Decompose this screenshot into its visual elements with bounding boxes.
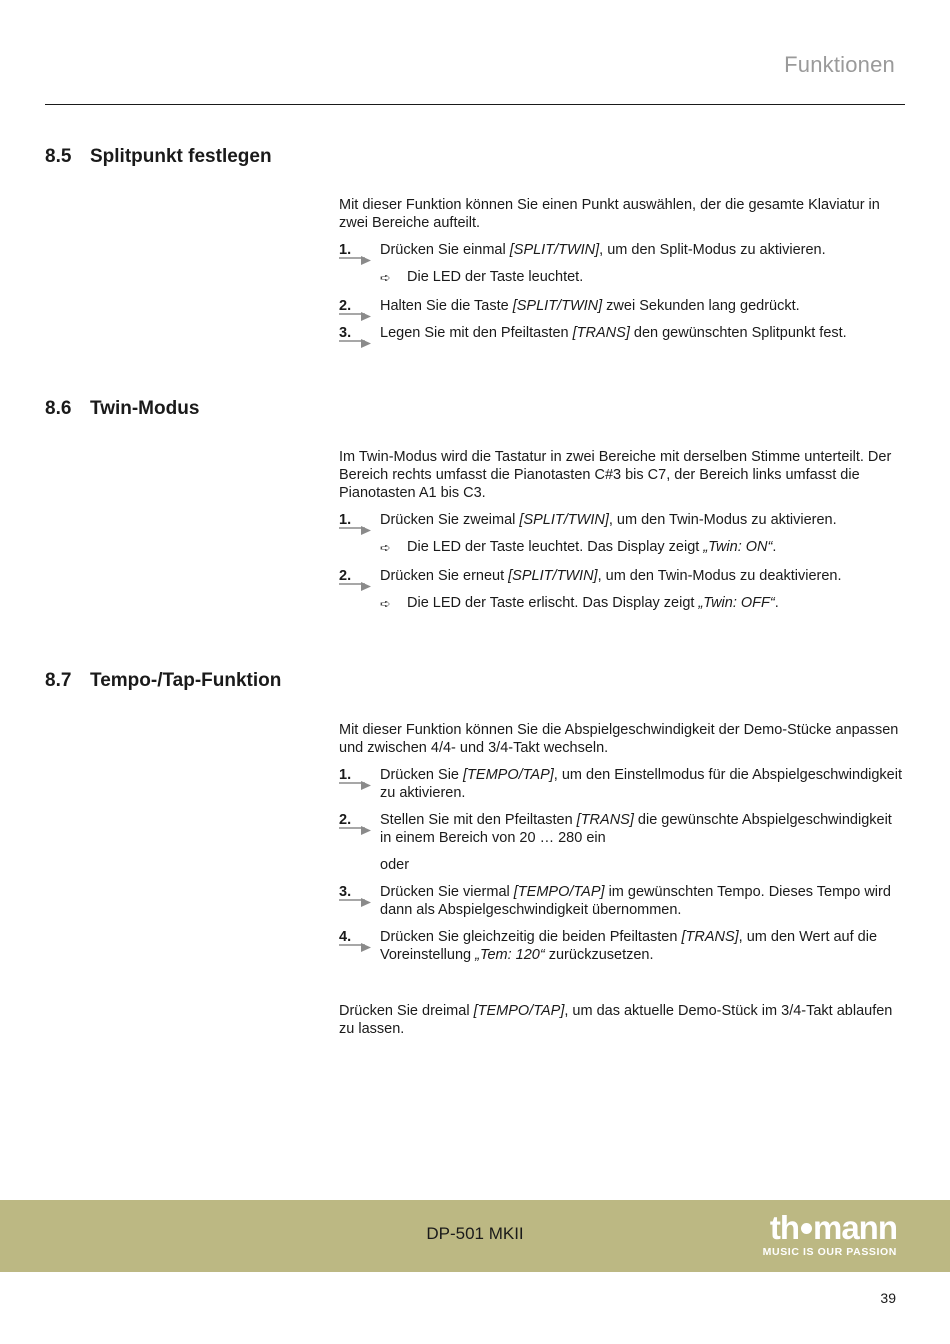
section-number: 8.5 [45, 146, 72, 167]
result-item: ➪ Die LED der Taste leuchtet. [380, 269, 584, 285]
section-heading [45, 398, 199, 420]
section-content [339, 448, 907, 612]
step-arrow-icon [339, 256, 371, 265]
step-number: 2. [339, 567, 373, 585]
or-text: oder [380, 857, 410, 873]
header-divider [45, 104, 905, 105]
intro-paragraph: Mit dieser Funktion können Sie die Abspielgeschwindigkeit der Demo-Stücke anpassen und zwischen 4/4- und 3/4-Takt wechseln. [339, 722, 899, 756]
step-item: 3. Drücken Sie viermal [TEMPO/TAP] im gewünschten Tempo. Dieses Tempo wird dann als Abspielgeschwindigkeit übernommen. [339, 884, 891, 918]
result-item: ➪ Die LED der Taste erlischt. Das Display zeigt „Twin: OFF“. [380, 595, 779, 611]
logo-wordmark: th mann [769, 1209, 897, 1246]
section-content [339, 196, 907, 342]
section-title: Splitpunkt festlegen [90, 146, 272, 167]
step-number: 1. [339, 241, 373, 259]
step-item: 2. Drücken Sie erneut [SPLIT/TWIN], um den Twin-Modus zu deaktivieren. [339, 567, 907, 585]
step-number: 2. [339, 297, 373, 315]
step-number: 4. [339, 928, 373, 946]
section-content [339, 721, 907, 1038]
step-item: 2. Stellen Sie mit den Pfeiltasten [TRANS] die gewünschte Abspielgeschwindigkeit in einem Bereich von 20 … 280 ein [339, 812, 892, 846]
section-number: 8.6 [45, 398, 72, 419]
step-number: 3. [339, 324, 373, 342]
step-number: 3. [339, 883, 373, 901]
step-item: 1. Drücken Sie einmal [SPLIT/TWIN], um den Split-Modus zu aktivieren. [339, 241, 907, 259]
footer-band [0, 1200, 950, 1272]
section-heading [45, 146, 272, 168]
step-arrow-icon [339, 312, 371, 321]
intro-paragraph: Mit dieser Funktion können Sie einen Punkt auswählen, der die gesamte Klaviatur in zwei Bereiche aufteilt. [339, 197, 880, 231]
step-arrow-icon [339, 339, 371, 348]
step-arrow-icon [339, 898, 371, 907]
step-item: 3. Legen Sie mit den Pfeiltasten [TRANS] den gewünschten Splitpunkt fest. [339, 324, 907, 342]
step-arrow-icon [339, 781, 371, 790]
page-number: 39 [880, 1290, 896, 1306]
section-number: 8.7 [45, 670, 72, 691]
result-arrow-icon: ➪ [380, 596, 391, 611]
header-title: Funktionen [784, 52, 895, 77]
step-item: 1. Drücken Sie zweimal [SPLIT/TWIN], um den Twin-Modus zu aktivieren. [339, 511, 907, 529]
step-item: 1. Drücken Sie [TEMPO/TAP], um den Einstellmodus für die Abspielgeschwindigkeit zu aktivieren. [339, 767, 902, 801]
product-model: DP-501 MKII [426, 1224, 524, 1243]
result-arrow-icon: ➪ [380, 540, 391, 555]
step-arrow-icon [339, 582, 371, 591]
result-item: ➪ Die LED der Taste leuchtet. Das Display zeigt „Twin: ON“. [380, 539, 777, 555]
step-item: 2. Halten Sie die Taste [SPLIT/TWIN] zwei Sekunden lang gedrückt. [339, 297, 907, 315]
closing-paragraph: Drücken Sie dreimal [TEMPO/TAP], um das aktuelle Demo-Stück im 3/4-Takt ablaufen zu lassen. [339, 1003, 893, 1037]
step-number: 1. [339, 766, 373, 784]
section-title: Tempo-/Tap-Funktion [90, 670, 282, 691]
logo-dot-icon [801, 1223, 812, 1234]
intro-paragraph: Im Twin-Modus wird die Tastatur in zwei Bereiche mit derselben Stimme unterteilt. Der Bereich rechts umfasst die Pianotasten C#3 bis C7, der Bereich links umfasst die Pianotasten A1 bis C3. [339, 449, 892, 501]
step-number: 2. [339, 811, 373, 829]
section-heading [45, 670, 281, 692]
section-title: Twin-Modus [90, 398, 200, 419]
logo-slogan: MUSIC IS OUR PASSION [762, 1246, 897, 1258]
thomann-logo [762, 1209, 897, 1258]
step-number: 1. [339, 511, 373, 529]
step-arrow-icon [339, 526, 371, 535]
step-item: 4. Drücken Sie gleichzeitig die beiden Pfeiltasten [TRANS], um den Wert auf die Voreinstellung „Tem: 120“ zurückzusetzen. [339, 929, 878, 963]
step-arrow-icon [339, 943, 371, 952]
result-arrow-icon: ➪ [380, 270, 391, 285]
step-arrow-icon [339, 826, 371, 835]
